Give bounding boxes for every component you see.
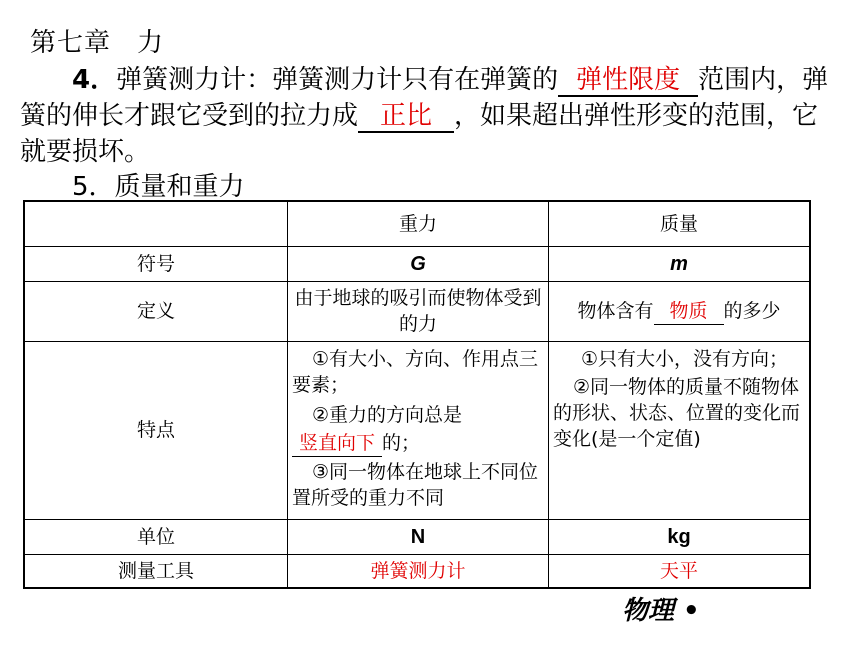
unit-gravity: N	[288, 519, 549, 554]
definition-mass	[549, 281, 811, 341]
label-symbol: 符号	[24, 246, 288, 281]
blank-matter: 物质	[654, 298, 724, 325]
tool-mass: 天平	[549, 554, 811, 588]
item-4-number: 4．	[72, 65, 117, 95]
table-row-unit	[24, 519, 810, 554]
table-row-tool	[24, 554, 810, 588]
symbol-mass: m	[549, 246, 811, 281]
header-gravity: 重力	[288, 201, 549, 246]
chapter-title: 力	[137, 28, 165, 58]
symbol-gravity: G	[288, 246, 549, 281]
definition-mass-pre: 物体含有	[577, 299, 654, 322]
features-mass	[549, 341, 811, 519]
item-5-title: 5．质量和重力	[72, 172, 245, 202]
table-header-row	[24, 201, 810, 246]
feature-gravity-2-post: 的；	[382, 431, 421, 454]
feature-mass-1: ①只有大小，没有方向；	[581, 347, 789, 370]
blank-proportional: 正比	[358, 101, 454, 133]
label-tool: 测量工具	[24, 554, 288, 588]
label-definition: 定义	[24, 281, 288, 341]
item-4-text-1: 弹簧测力计：弹簧测力计只有在弹簧的	[116, 65, 559, 95]
definition-mass-post: 的多少	[723, 299, 781, 322]
item-4-paragraph	[20, 62, 830, 170]
blank-vertical-down: 竖直向下	[292, 430, 382, 457]
feature-gravity-1: ①有大小、方向、作用点三要素；	[292, 347, 539, 396]
table-row-symbol	[24, 246, 810, 281]
header-empty-cell	[24, 201, 288, 246]
item-4-text-2: 范围内，弹簧的伸长才跟它受到的拉力成	[20, 65, 829, 131]
feature-gravity-2-cont	[292, 430, 544, 457]
features-gravity	[288, 341, 549, 519]
blank-elastic-limit: 弹性限度	[558, 65, 698, 97]
table-row-definition	[24, 281, 810, 341]
chapter-number: 第七章	[30, 28, 112, 58]
footer-subject: 物理 •	[622, 596, 700, 626]
table-row-features	[24, 341, 810, 519]
label-unit: 单位	[24, 519, 288, 554]
item-4-text-3: ，如果超出弹性形变的范围，它就要损坏。	[20, 101, 819, 167]
definition-gravity: 由于地球的吸引而使物体受到的力	[288, 281, 549, 341]
unit-mass: kg	[549, 519, 811, 554]
mass-gravity-table	[23, 200, 811, 589]
feature-mass-2: ②同一物体的质量不随物体的形状、状态、位置的变化而变化(是一个定值)	[553, 375, 801, 450]
label-features: 特点	[24, 341, 288, 519]
tool-gravity: 弹簧测力计	[288, 554, 549, 588]
header-mass: 质量	[549, 201, 811, 246]
chapter-heading	[30, 22, 164, 59]
feature-gravity-3: ③同一物体在地球上不同位置所受的重力不同	[292, 460, 539, 509]
feature-gravity-2: ②重力的方向总是	[312, 403, 463, 426]
